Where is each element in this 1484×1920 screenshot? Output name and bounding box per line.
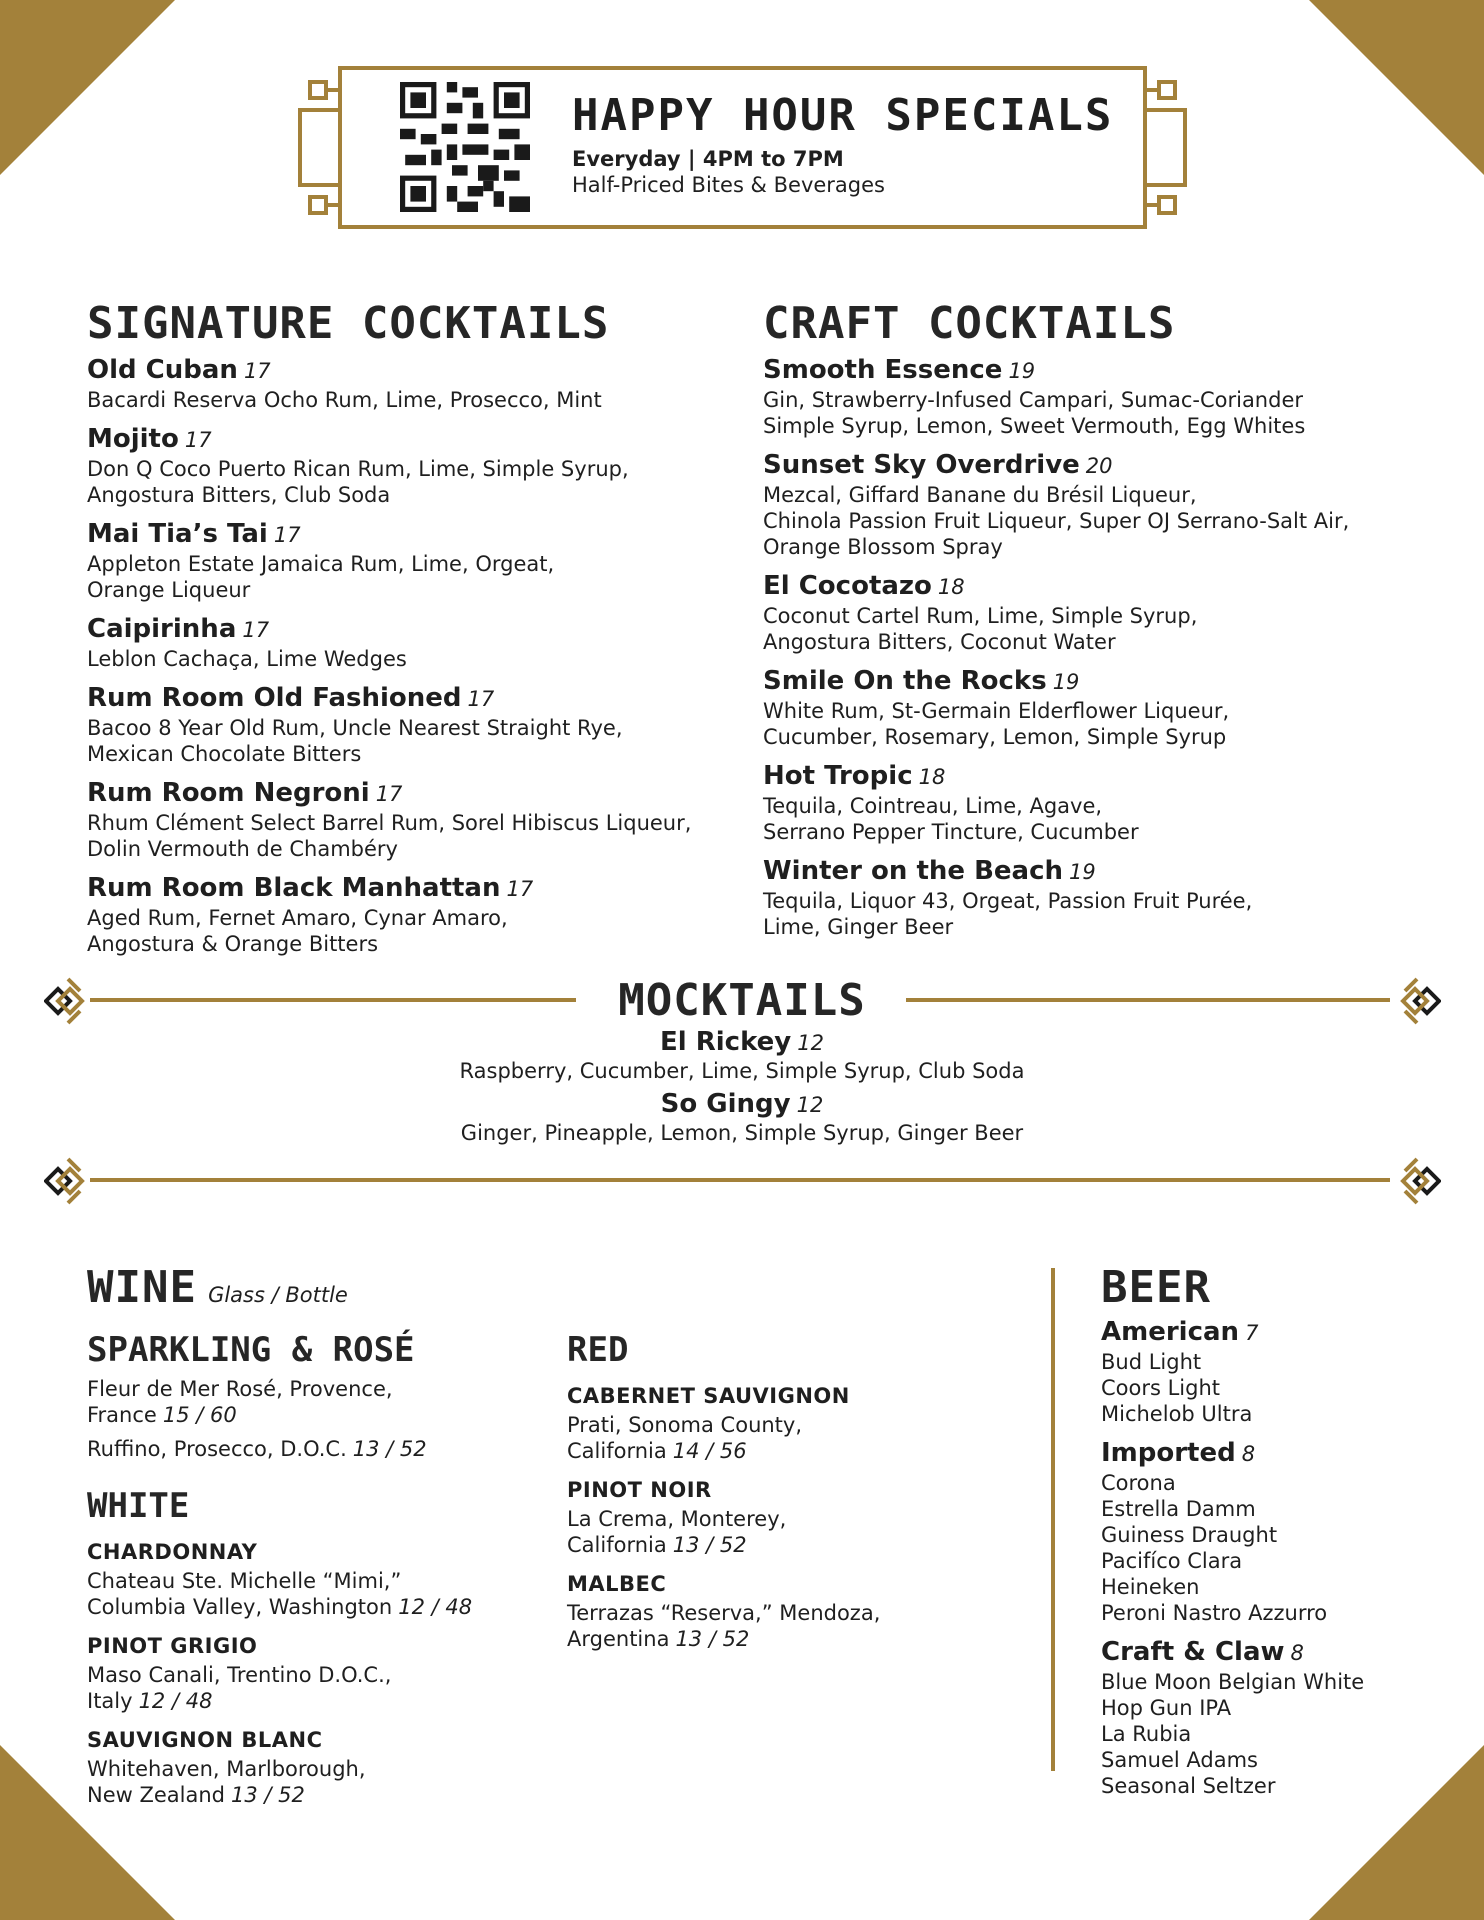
wine-varietal: CHARDONNAY [87, 1540, 258, 1564]
cocktail-description: Leblon Cachaça, Lime Wedges [87, 647, 407, 671]
mocktails-divider-right [906, 998, 1390, 1002]
mocktail-name-text: El Rickey [660, 1027, 792, 1057]
corner-decoration-top-right [1309, 0, 1484, 175]
beer-group-name [1101, 1636, 1421, 1669]
beer-item: Seasonal Seltzer [1101, 1774, 1276, 1798]
cocktail-name-text: Rum Room Black Manhattan [87, 873, 501, 903]
wine-price: 12 / 48 [138, 1689, 213, 1713]
wine-entry [87, 1756, 507, 1808]
beer-item: Michelob Ultra [1101, 1402, 1253, 1426]
beer-group-name-text: Craft & Claw [1101, 1637, 1285, 1667]
cocktail-price: 17 [184, 428, 212, 452]
wine-price: 13 / 52 [672, 1533, 747, 1557]
beer-item: Hop Gun IPA [1101, 1696, 1232, 1720]
wine-note: Glass / Bottle [208, 1283, 348, 1307]
wine-description: Argentina [567, 1627, 670, 1651]
sparkling-list [87, 1376, 507, 1462]
beer-item: Samuel Adams [1101, 1748, 1258, 1772]
cocktail-name [763, 354, 1423, 387]
wine-entry [87, 1436, 507, 1462]
cocktail-description: Mezcal, Giffard Banane du Brésil Liqueur, [763, 483, 1197, 507]
wine-description: California [567, 1439, 667, 1463]
wine-entry [87, 1662, 507, 1714]
cocktail-item [763, 665, 1423, 750]
cocktail-description: Orange Blossom Spray [763, 535, 1003, 559]
knot-ornament-right-bottom-icon [1386, 1155, 1441, 1207]
mocktail-description: Raspberry, Cucumber, Lime, Simple Syrup, Club Soda [459, 1059, 1025, 1083]
cocktail-price: 19 [1008, 359, 1036, 383]
cocktail-name [87, 354, 747, 387]
beer-group [1101, 1316, 1421, 1427]
wine-varietal: PINOT NOIR [567, 1478, 712, 1502]
beer-group [1101, 1636, 1421, 1799]
happy-hour-subtitle: Half-Priced Bites & Beverages [572, 173, 885, 197]
wine-price: 13 / 52 [231, 1783, 305, 1807]
mocktail-description: Ginger, Pineapple, Lemon, Simple Syrup, Ginger Beer [460, 1121, 1024, 1145]
cocktail-description: Orange Liqueur [87, 578, 251, 602]
beer-group-price: 7 [1245, 1321, 1259, 1345]
cocktail-description: Angostura & Orange Bitters [87, 932, 379, 956]
cocktail-item [87, 872, 747, 957]
cocktail-name [87, 518, 747, 551]
cocktail-price: 17 [467, 687, 495, 711]
cocktail-price: 17 [243, 359, 271, 383]
wine-entry [87, 1376, 507, 1428]
cocktail-item [763, 760, 1423, 845]
cocktail-price: 20 [1085, 454, 1113, 478]
wine-price: 13 / 52 [675, 1627, 750, 1651]
cocktail-name [87, 613, 747, 646]
wine-varietal: MALBEC [567, 1572, 667, 1596]
cocktail-name-text: Caipirinha [87, 614, 237, 644]
beer-item: Estrella Damm [1101, 1497, 1256, 1521]
cocktail-item [87, 354, 747, 413]
cocktail-name-text: Smooth Essence [763, 355, 1003, 385]
beer-group-price: 8 [1241, 1442, 1256, 1466]
cocktail-price: 17 [273, 523, 301, 547]
cocktail-description: Don Q Coco Puerto Rican Rum, Lime, Simple Syrup, [87, 457, 629, 481]
wine-header [87, 1262, 348, 1313]
wine-price: 12 / 48 [398, 1595, 473, 1619]
mocktail-name [0, 1026, 1484, 1059]
white-wine-title: WHITE [87, 1486, 190, 1526]
cocktail-description: Tequila, Liquor 43, Orgeat, Passion Fruit Purée, [763, 889, 1253, 913]
cocktail-description: Tequila, Cointreau, Lime, Agave, [763, 794, 1103, 818]
cocktail-description: Coconut Cartel Rum, Lime, Simple Syrup, [763, 604, 1198, 628]
cocktail-name [87, 777, 747, 810]
cocktail-price: 18 [937, 575, 965, 599]
beer-item: Heineken [1101, 1575, 1200, 1599]
cocktail-description: Angostura Bitters, Club Soda [87, 483, 391, 507]
wine-right-column [567, 1330, 987, 1660]
cocktail-name-text: Old Cuban [87, 355, 238, 385]
wine-description: Chateau Ste. Michelle “Mimi,” [87, 1569, 402, 1593]
wine-varietal: PINOT GRIGIO [87, 1634, 258, 1658]
cocktail-name [763, 570, 1423, 603]
beer-group-name [1101, 1437, 1421, 1470]
cocktail-description: Gin, Strawberry-Infused Campari, Sumac-Coriander [763, 388, 1304, 412]
cocktail-price: 19 [1052, 670, 1080, 694]
wine-title: WINE [87, 1262, 197, 1313]
mocktail-price: 12 [797, 1031, 824, 1055]
beer-item: Coors Light [1101, 1376, 1221, 1400]
wine-entry [567, 1506, 987, 1558]
cocktail-name [763, 449, 1423, 482]
wine-price: 13 / 52 [352, 1437, 427, 1461]
beer-item: La Rubia [1101, 1722, 1192, 1746]
wine-varietal: CABERNET SAUVIGNON [567, 1384, 850, 1408]
cocktail-name [763, 855, 1423, 888]
beer-title: BEER [1101, 1262, 1211, 1313]
craft-cocktails-list [763, 354, 1423, 950]
signature-cocktails-title: SIGNATURE COCKTAILS [87, 298, 610, 349]
corner-decoration-top-left [0, 0, 175, 175]
beer-item: Corona [1101, 1471, 1176, 1495]
cocktail-price: 18 [918, 765, 946, 789]
cocktail-name-text: Mai Tia’s Tai [87, 519, 268, 549]
wine-entry [87, 1568, 507, 1620]
mocktails-title: MOCKTAILS [618, 975, 866, 1026]
wine-description: Prati, Sonoma County, [567, 1413, 803, 1437]
wine-divider [90, 1178, 1390, 1182]
cocktail-name [763, 665, 1423, 698]
cocktail-description: Bacardi Reserva Ocho Rum, Lime, Prosecco, Mint [87, 388, 602, 412]
cocktail-item [87, 613, 747, 672]
mocktail-name [0, 1088, 1484, 1121]
wine-varietal: SAUVIGNON BLANC [87, 1728, 323, 1752]
cocktail-description: Chinola Passion Fruit Liqueur, Super OJ Serrano-Salt Air, [763, 509, 1350, 533]
wine-description: Columbia Valley, Washington [87, 1595, 393, 1619]
cocktail-item [87, 777, 747, 862]
knot-ornament-right-icon [1386, 975, 1441, 1027]
wine-price: 14 / 56 [672, 1439, 747, 1463]
cocktail-item [87, 518, 747, 603]
beer-item: Guiness Draught [1101, 1523, 1278, 1547]
wine-description: Fleur de Mer Rosé, Provence, [87, 1377, 393, 1401]
beer-list [1101, 1316, 1421, 1809]
cocktail-price: 17 [375, 782, 403, 806]
wine-description: California [567, 1533, 667, 1557]
beer-group [1101, 1437, 1421, 1626]
beer-group-name-text: Imported [1101, 1438, 1236, 1468]
beer-item: Pacifíco Clara [1101, 1549, 1243, 1573]
mocktail-price: 12 [796, 1093, 824, 1117]
cocktail-name [87, 423, 747, 456]
cocktail-description: Mexican Chocolate Bitters [87, 742, 362, 766]
cocktail-description: Lime, Ginger Beer [763, 915, 954, 939]
beer-item: Peroni Nastro Azzurro [1101, 1601, 1328, 1625]
cocktail-description: White Rum, St-Germain Elderflower Liqueur, [763, 699, 1230, 723]
happy-hour-title: HAPPY HOUR SPECIALS [572, 90, 1114, 141]
cocktail-price: 19 [1069, 860, 1096, 884]
wine-description: New Zealand [87, 1783, 225, 1807]
wine-description: France [87, 1403, 157, 1427]
cocktail-description: Simple Syrup, Lemon, Sweet Vermouth, Egg Whites [763, 414, 1306, 438]
beer-group-name [1101, 1316, 1421, 1349]
cocktail-name-text: Hot Tropic [763, 761, 913, 791]
cocktail-name [763, 760, 1423, 793]
signature-cocktails-list [87, 354, 747, 967]
craft-cocktails-title: CRAFT COCKTAILS [763, 298, 1176, 349]
cocktail-name [87, 682, 747, 715]
cocktail-description: Angostura Bitters, Coconut Water [763, 630, 1116, 654]
cocktail-description: Rhum Clément Select Barrel Rum, Sorel Hibiscus Liqueur, [87, 811, 692, 835]
cocktail-item [763, 449, 1423, 560]
cocktail-item [763, 855, 1423, 940]
cocktail-description: Serrano Pepper Tincture, Cucumber [763, 820, 1139, 844]
cocktail-description: Cucumber, Rosemary, Lemon, Simple Syrup [763, 725, 1227, 749]
red-wine-title: RED [567, 1330, 629, 1370]
cocktail-name-text: Smile On the Rocks [763, 666, 1047, 696]
cocktail-name [87, 872, 747, 905]
sparkling-rose-title: SPARKLING & ROSÉ [87, 1330, 415, 1370]
cocktail-item [87, 423, 747, 508]
cocktail-item [87, 682, 747, 767]
beer-group-name-text: American [1101, 1317, 1240, 1347]
wine-description: Italy [87, 1689, 133, 1713]
wine-left-column [87, 1330, 507, 1816]
cocktail-item [763, 354, 1423, 439]
cocktail-name-text: Winter on the Beach [763, 856, 1064, 886]
wine-description: Ruffino, Prosecco, D.O.C. [87, 1437, 347, 1461]
wine-price: 15 / 60 [162, 1403, 237, 1427]
wine-entry [567, 1600, 987, 1652]
beer-item: Bud Light [1101, 1350, 1202, 1374]
cocktail-name-text: Sunset Sky Overdrive [763, 450, 1080, 480]
beer-item: Blue Moon Belgian White [1101, 1670, 1365, 1694]
wine-description: La Crema, Monterey, [567, 1507, 787, 1531]
cocktail-name-text: Rum Room Old Fashioned [87, 683, 462, 713]
qr-code-icon[interactable] [400, 82, 530, 212]
cocktail-name-text: Rum Room Negroni [87, 778, 370, 808]
happy-hour-time: Everyday | 4PM to 7PM [572, 147, 844, 171]
cocktail-name-text: El Cocotazo [763, 571, 932, 601]
cocktail-description: Appleton Estate Jamaica Rum, Lime, Orgeat, [87, 552, 555, 576]
cocktail-price: 17 [242, 618, 270, 642]
wine-beer-separator [1051, 1268, 1055, 1771]
cocktail-price: 17 [506, 877, 534, 901]
white-wine-list [87, 1540, 507, 1808]
cocktail-description: Bacoo 8 Year Old Rum, Uncle Nearest Straight Rye, [87, 716, 623, 740]
red-wine-list [567, 1384, 987, 1652]
wine-description: Maso Canali, Trentino D.O.C., [87, 1663, 392, 1687]
mocktail-name-text: So Gingy [660, 1089, 791, 1119]
cocktail-name-text: Mojito [87, 424, 179, 454]
wine-description: Terrazas “Reserva,” Mendoza, [567, 1601, 881, 1625]
wine-description: Whitehaven, Marlborough, [87, 1757, 366, 1781]
wine-entry [567, 1412, 987, 1464]
cocktail-description: Aged Rum, Fernet Amaro, Cynar Amaro, [87, 906, 508, 930]
cocktail-item [763, 570, 1423, 655]
beer-group-price: 8 [1290, 1641, 1304, 1665]
cocktail-description: Dolin Vermouth de Chambéry [87, 837, 398, 861]
